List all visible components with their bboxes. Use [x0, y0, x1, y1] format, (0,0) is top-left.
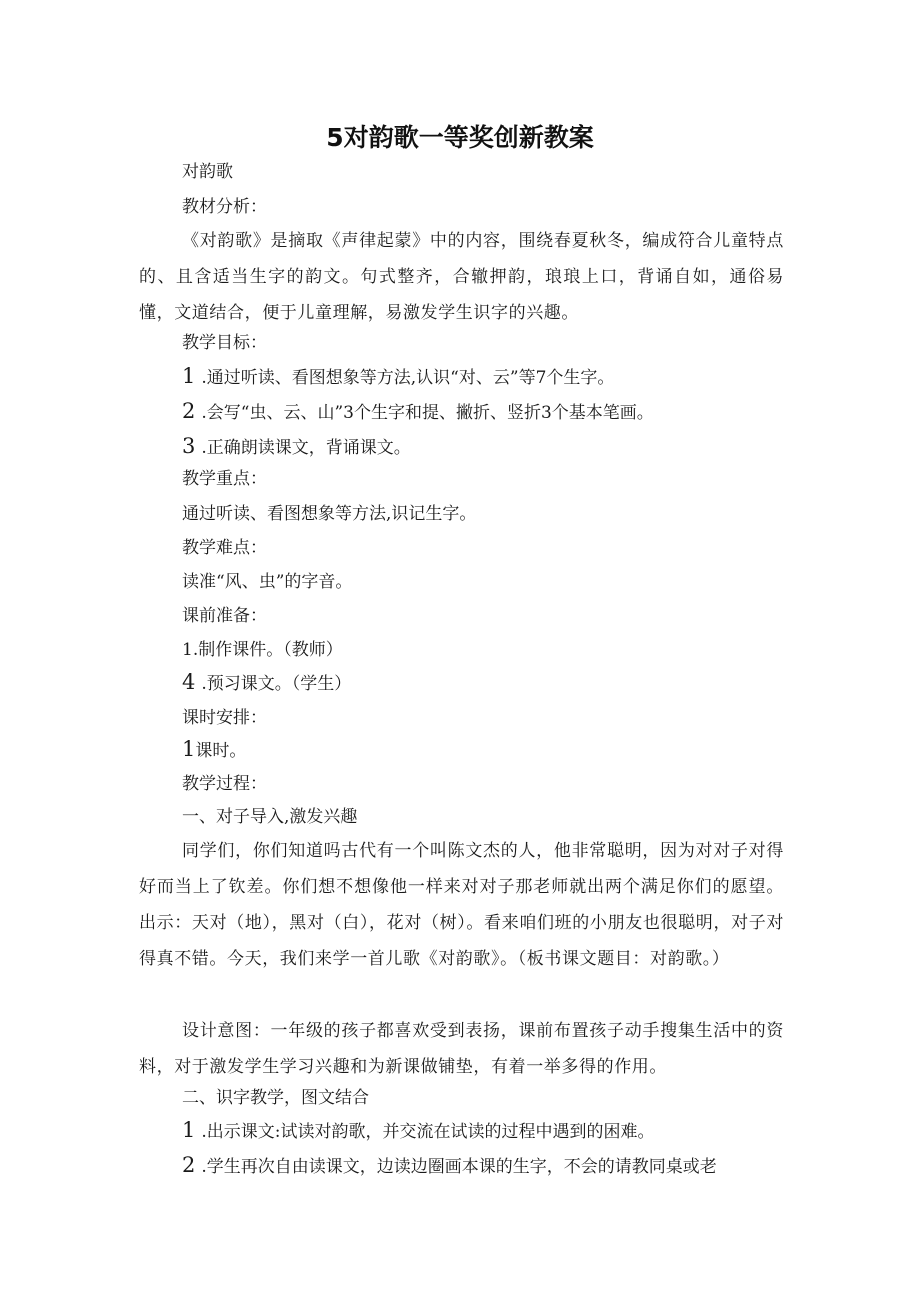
- schedule-unit: 课时。: [195, 741, 247, 761]
- schedule-label: 课时安排：: [182, 708, 267, 728]
- goal-text: .正确朗读课文，背诵课文。: [201, 438, 411, 458]
- prep-number: 4: [182, 670, 196, 694]
- schedule-number: 1: [182, 737, 196, 761]
- analysis-label: 教材分析：: [182, 197, 267, 217]
- design-intent-paragraph: 设计意图：一年级的孩子都喜欢受到表扬，课前布置孩子动手搜集生活中的资料，对于激发学生学习兴趣和为新课做铺垫，有着一举多得的作用。: [139, 1021, 784, 1077]
- goal-number: 3: [182, 434, 196, 458]
- prep-item: [182, 672, 351, 694]
- lesson-heading: 对韵歌: [182, 162, 233, 182]
- step1-paragraph: 同学们，你们知道吗古代有一个叫陈文杰的人，他非常聪明，因为对对子对得好而当上了钦差。你们想不想像他一样来对对子那老师就出两个满足你们的愿望。出示：天对（地），黑对（白），花对（树）。看来咱们班的小朋友也很聪明，对子对得真不错。今天，我们来学一首儿歌《对韵歌》。（板书课文题目：对韵歌。）: [139, 841, 784, 969]
- prep-label: 课前准备：: [182, 606, 267, 626]
- step2-number: 2: [182, 1153, 196, 1177]
- prep-item: 1.制作课件。（教师）: [182, 640, 343, 660]
- step2-item: [182, 1120, 655, 1142]
- goal-text: .会写“虫、云、山”3个生字和提、撇折、竖折3个基本笔画。: [201, 403, 654, 423]
- analysis-paragraph: 《对韵歌》是摘取《声律起蒙》中的内容，围绕春夏秋冬，编成符合儿童特点的、且含适当生字的韵文。句式整齐，合辙押韵，琅琅上口，背诵自如，通俗易懂，文道结合，便于儿童理解，易激发学生识字的兴趣。: [139, 231, 784, 323]
- document-title: 5对韵歌一等奖创新教案: [326, 123, 594, 152]
- step1-heading: 一、对子导入,激发兴趣: [182, 807, 358, 827]
- step2-number: 1: [182, 1118, 196, 1142]
- goal-item: [182, 366, 614, 388]
- prep-text: .预习课文。（学生）: [201, 674, 352, 694]
- step2-item: [182, 1155, 717, 1177]
- goal-number: 1: [182, 364, 196, 388]
- schedule-text: [182, 739, 246, 761]
- step2-text: .学生再次自由读课文，边读边圈画本课的生字，不会的请教同桌或老: [201, 1157, 717, 1177]
- goal-item: [182, 436, 411, 458]
- process-label: 教学过程：: [182, 774, 267, 794]
- goal-item: [182, 401, 654, 423]
- goal-text: .通过听读、看图想象等方法,认识“对、云”等7个生字。: [201, 368, 615, 388]
- difficulty-label: 教学难点：: [182, 538, 267, 558]
- key-label: 教学重点：: [182, 469, 267, 489]
- difficulty-text: 读准“风、虫”的字音。: [182, 572, 353, 592]
- key-text: 通过听读、看图想象等方法,识记生字。: [182, 504, 477, 524]
- step2-text: .出示课文:试读对韵歌，并交流在试读的过程中遇到的困难。: [201, 1122, 655, 1142]
- goals-label: 教学目标：: [182, 333, 267, 353]
- goal-number: 2: [182, 399, 196, 423]
- step2-heading: 二、识字教学，图文结合: [182, 1088, 369, 1108]
